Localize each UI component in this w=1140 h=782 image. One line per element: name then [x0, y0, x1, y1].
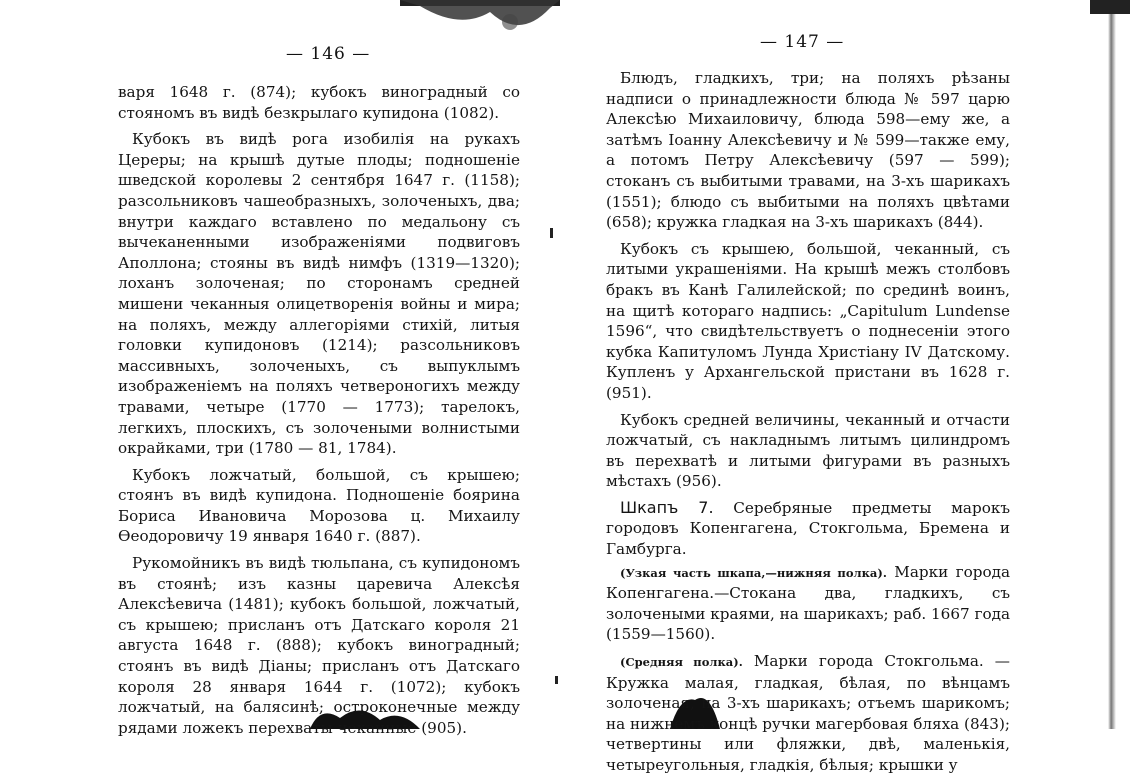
- right-page-body: [606, 68, 1010, 782]
- shelf-label: Шкапъ 7.: [620, 497, 714, 517]
- shelf-note-1: (Узкая часть шкапа,—нижняя полка).: [620, 565, 887, 580]
- shelf-title: Серебряные предметы марокъ городовъ Копенгагена, Стокгольма, Бремена и Гамбурга.: [606, 498, 1011, 559]
- shelf-text-2: Марки города Стокгольма. — Кружка малая, гладкая, бѣлая, по вѣнцамъ золоченая, на 3-хъ шарикахъ; отъемъ шарикомъ; на нижнемъ концѣ ручки магербовая бляха (843); четвертины или фляжки, двѣ, маленькія, четыреугольныя, гладкія, бѣлыя; крышки у: [606, 652, 1010, 774]
- left-page-body: [118, 82, 520, 744]
- right-paragraph-2: Кубокъ съ крышею, большой, чеканный, съ литыми украшеніями. На крышѣ межъ столбовъ бракъ въ Канѣ Галилейской; по срединѣ воинъ, на щитѣ котораго надпись: „Capitulum Lundense 1596“, что свидѣтельствуетъ о поднесеніи этого кубка Капитуломъ Лунда Христіану IV Датскому. Купленъ у Архангельской пристани въ 1628 г. (951).: [606, 239, 1010, 402]
- left-paragraph-1: варя 1648 г. (874); кубокъ виноградный со стояномъ въ видѣ безкрылаго купидона (1082).: [118, 83, 520, 122]
- shelf-entry-1: [606, 562, 1010, 645]
- page-number-right: — 147 —: [760, 32, 845, 52]
- left-page: [0, 0, 560, 737]
- shelf-heading: [606, 498, 1010, 560]
- shelf-note-2: (Средняя полка).: [620, 655, 743, 670]
- left-paragraph-2: Кубокъ въ видѣ рога изобилія на рукахъ Цереры; на крышѣ дутые плоды; подношеніе шведской королевы 2 сентября 1647 г. (1158); разсольниковъ чашеобразныхъ, золоченыхъ, два; внутри каждаго вставлено по медальону съ вычеканенными изображеніями подвиговъ Аполлона; стояны въ видѣ нимфъ (1319—1320); лоханъ золоченая; по сторонамъ средней мишени чеканныя олицетворенія войны и мира; на поляхъ, между аллегоріями стихій, литыя головки купидоновъ (1214); разсольниковъ массивныхъ, золоченыхъ, съ выпуклымъ изображеніемъ на поляхъ четвероногихъ между травами, четыре (1770 — 1773); тарелокъ, легкихъ, плоскихъ, съ золочеными волнистыми окрайками, три (1780 — 81, 1784).: [118, 130, 520, 458]
- left-paragraph-3: Кубокъ ложчатый, большой, съ крышею; стоянъ въ видѣ купидона. Подношеніе боярина Бориса Ивановича Морозова ц. Михаилу Ѳеодоровичу 19 января 1640 г. (887).: [118, 465, 520, 546]
- shelf-text-1: Марки города Копенгагена.—Стокана два, гладкихъ, съ золочеными краями, на шарикахъ; раб. 1667 года (1559—1560).: [606, 562, 1011, 644]
- right-paragraph-1: Блюдъ, гладкихъ, три; на поляхъ рѣзаны надписи о принадлежности блюда № 597 царю Алексѣю Михаиловичу, блюда 598—ему же, а затѣмъ Іоанну Алексѣевичу и № 599—также ему, а потомъ Петру Алексѣевичу (597 — 599); стоканъ съ выбитыми травами, на 3-хъ шарикахъ (1551); блюдо съ выбитыми на поляхъ цвѣтами (658); кружка гладкая на 3-хъ шарикахъ (844).: [606, 69, 1010, 232]
- page-number-left: — 146 —: [286, 44, 371, 64]
- right-paragraph-3: Кубокъ средней величины, чеканный и отчасти ложчатый, съ накладнымъ литымъ цилиндромъ въ перехватѣ и литыми фигурами въ разныхъ мѣстахъ (956).: [606, 410, 1010, 491]
- left-paragraph-4: Рукомойникъ въ видѣ тюльпана, съ купидономъ въ стоянѣ; изъ казны царевича Алексѣя Алексѣевича (1481); кубокъ большой, ложчатый, съ крышею; присланъ отъ Датскаго короля 21 августа 1648 г. (888); кубокъ виноградный; стоянъ въ видѣ Діаны; присланъ отъ Датскаго короля 28 января 1644 г. (1072); кубокъ ложчатый, на балясинѣ; остроконечные между рядами ложекъ перехваты чеканные (905).: [118, 554, 520, 737]
- shelf-entry-2: [606, 651, 1010, 776]
